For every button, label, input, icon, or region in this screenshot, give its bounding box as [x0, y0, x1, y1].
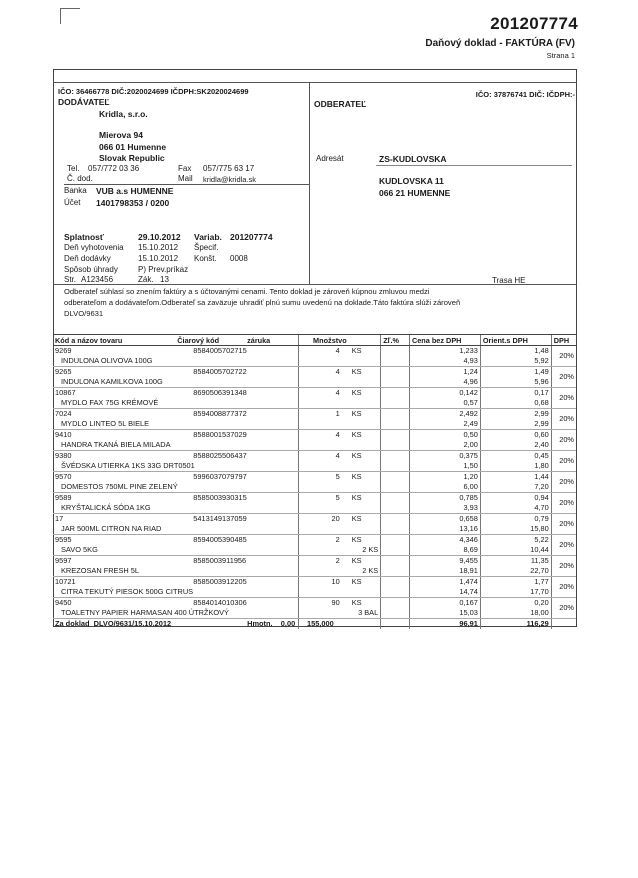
konst-label: Konšt. [194, 254, 217, 263]
price-total: 96,91 [409, 619, 480, 630]
supplier-name: Kridla, s.r.o. [99, 109, 148, 119]
item-code: 9450 [55, 598, 72, 607]
item-discount [381, 514, 410, 525]
item-barcode: 8585003911956 [193, 556, 247, 565]
zak-label: Zák. [138, 275, 154, 284]
table-total-row [53, 619, 576, 630]
scan-corner-mark [60, 8, 80, 9]
table-row [53, 493, 576, 504]
item-unit: KS [351, 598, 362, 607]
item-unit-price: 0,50 [409, 430, 480, 441]
item-total: 13,16 [409, 524, 480, 535]
item-qty: 2 [299, 535, 342, 546]
item-orient-unit: 0,20 [480, 598, 551, 609]
item-code: 9589 [55, 493, 72, 502]
table-row [53, 472, 576, 483]
item-unit-price: 0,167 [409, 598, 480, 609]
mail-value[interactable]: kridla@kridla.sk [203, 175, 257, 184]
item-qty-secondary [299, 419, 381, 430]
item-name: ŠVÉDSKA UTIERKA 1KS 33G DRT0501 [53, 461, 299, 472]
item-qty: 10 [299, 577, 342, 588]
account-label: Účet [64, 198, 81, 207]
item-qty-secondary [299, 398, 381, 409]
item-code: 9380 [55, 451, 72, 460]
item-orient-unit: 1,77 [480, 577, 551, 588]
item-discount [381, 472, 410, 483]
item-unit: KS [351, 577, 362, 586]
item-vat: 20% [551, 346, 576, 367]
item-total: 6,00 [409, 482, 480, 493]
item-unit-price: 1,24 [409, 367, 480, 378]
customer-ids: IČO: 37876741 DIČ: IČDPH:- [475, 90, 575, 99]
item-orient-unit: 11,35 [480, 556, 551, 567]
frame-top-double [53, 82, 577, 83]
item-discount [381, 493, 410, 504]
item-discount-2 [381, 608, 410, 619]
item-discount-2 [381, 377, 410, 388]
item-orient-total: 2,40 [480, 440, 551, 451]
fax-label: Fax [178, 164, 192, 173]
item-discount-2 [381, 398, 410, 409]
item-unit: KS [351, 493, 362, 502]
adresat-rule [376, 165, 572, 166]
item-unit: KS [351, 472, 362, 481]
item-orient-unit: 0,45 [480, 451, 551, 462]
note-line-3: DLVO/9631 [64, 309, 104, 318]
item-orient-total: 4,70 [480, 503, 551, 514]
item-unit-price: 1,233 [409, 346, 480, 357]
item-total: 18,91 [409, 566, 480, 577]
tel-value: 057/772 03 36 [88, 164, 140, 173]
item-name: MYDLO FAX 75G KRÉMOVÉ [53, 398, 299, 409]
item-orient-total: 1,80 [480, 461, 551, 472]
table-row [53, 598, 576, 609]
item-qty-secondary [299, 461, 381, 472]
table-header-row [53, 335, 576, 346]
item-total: 15,03 [409, 608, 480, 619]
table-row-detail [53, 482, 576, 493]
table-row [53, 388, 576, 399]
item-total: 4,93 [409, 356, 480, 367]
item-total: 2,49 [409, 419, 480, 430]
item-unit-price: 1,20 [409, 472, 480, 483]
splatnost-label: Splatnosť [64, 232, 104, 242]
col-header-warranty: záruka [245, 335, 298, 346]
document-title: Daňový doklad - FAKTÚRA (FV) [425, 38, 575, 49]
item-unit: KS [351, 556, 362, 565]
table-row [53, 556, 576, 567]
item-unit-price: 0,375 [409, 451, 480, 462]
item-orient-unit: 1,48 [480, 346, 551, 357]
item-orient-total: 15,80 [480, 524, 551, 535]
item-qty: 4 [299, 388, 342, 399]
item-name: KRYŠTALICKÁ SÓDA 1KG [53, 503, 299, 514]
item-code: 9570 [55, 472, 72, 481]
table-row-detail [53, 398, 576, 409]
item-discount-2 [381, 440, 410, 451]
item-name: INDULONA OLIVOVA 100G [53, 356, 299, 367]
item-orient-unit: 0,60 [480, 430, 551, 441]
item-unit-price: 0,658 [409, 514, 480, 525]
supplier-street: Mierova 94 [99, 130, 143, 140]
item-orient-unit: 0,94 [480, 493, 551, 504]
items-table [53, 334, 576, 629]
bank-value: VUB a.s HUMENNE [96, 186, 174, 196]
item-unit: KS [351, 535, 362, 544]
item-qty-secondary [299, 524, 381, 535]
table-row-detail [53, 503, 576, 514]
item-vat: 20% [551, 451, 576, 472]
item-code: 10867 [55, 388, 76, 397]
item-orient-unit: 2,99 [480, 409, 551, 420]
item-discount [381, 535, 410, 546]
specif-label: Špecif. [194, 243, 219, 252]
item-name: MYDLO LINTEO 5L BIELE [53, 419, 299, 430]
item-qty-secondary [299, 356, 381, 367]
item-unit-price: 1,474 [409, 577, 480, 588]
table-row-detail [53, 440, 576, 451]
col-header-orient: Orient.s DPH [480, 335, 551, 346]
item-total: 3,93 [409, 503, 480, 514]
item-qty: 2 [299, 556, 342, 567]
item-barcode: 8585003930315 [193, 493, 247, 502]
item-orient-total: 0,68 [480, 398, 551, 409]
total-label: Za doklad [55, 619, 90, 628]
table-row-detail [53, 461, 576, 472]
item-barcode: 5996037079797 [193, 472, 247, 481]
item-unit-price: 9,455 [409, 556, 480, 567]
konst-value: 0008 [230, 254, 248, 263]
item-discount-2 [381, 503, 410, 514]
tel-label: Tel. [67, 164, 80, 173]
supplier-heading: DODÁVATEĽ [58, 97, 110, 107]
item-barcode: 8588025506437 [193, 451, 247, 460]
item-orient-unit: 1,49 [480, 367, 551, 378]
col-header-name: Kód a názov tovaru [53, 335, 175, 346]
customer-city: 066 21 HUMENNE [379, 188, 451, 198]
item-unit-price: 0,785 [409, 493, 480, 504]
fax-value: 057/775 63 17 [203, 164, 255, 173]
item-barcode: 8584005702722 [193, 367, 247, 376]
table-row-detail [53, 419, 576, 430]
dodavky-label: Deň dodávky [64, 254, 111, 263]
item-discount [381, 388, 410, 399]
table-row [53, 409, 576, 420]
table-row [53, 514, 576, 525]
item-orient-total: 5,92 [480, 356, 551, 367]
item-name: SAVO 5KG [53, 545, 299, 556]
item-code: 9269 [55, 346, 72, 355]
item-code: 9265 [55, 367, 72, 376]
item-discount [381, 556, 410, 567]
item-name: DOMESTOS 750ML PINE ZELENÝ [53, 482, 299, 493]
contact-rule [64, 184, 309, 185]
table-row [53, 346, 576, 357]
item-vat: 20% [551, 388, 576, 409]
item-qty: 1 [299, 409, 342, 420]
item-vat: 20% [551, 556, 576, 577]
item-qty: 20 [299, 514, 342, 525]
item-qty-secondary: 2 KS [299, 566, 381, 577]
item-total: 2,00 [409, 440, 480, 451]
item-unit: KS [351, 388, 362, 397]
item-orient-total: 22,70 [480, 566, 551, 577]
weight-label: Hmotn. [247, 619, 273, 628]
customer-name: ZS-KUDLOVSKA [379, 154, 447, 164]
item-unit-price: 0,142 [409, 388, 480, 399]
item-unit: KS [351, 430, 362, 439]
item-vat: 20% [551, 535, 576, 556]
item-discount [381, 577, 410, 588]
item-total: 0,57 [409, 398, 480, 409]
item-barcode: 8588001537029 [193, 430, 247, 439]
str-value: A123456 [81, 275, 114, 284]
weight-cell [245, 619, 298, 630]
item-unit: KS [351, 346, 362, 355]
bank-label: Banka [64, 186, 87, 195]
zak-value: 13 [160, 275, 169, 284]
item-vat: 20% [551, 409, 576, 430]
vat-total-empty [551, 619, 576, 630]
item-qty-secondary: 2 KS [299, 545, 381, 556]
item-barcode: 5413149137059 [193, 514, 247, 523]
party-divider [309, 82, 310, 284]
table-row-detail [53, 377, 576, 388]
table-row [53, 430, 576, 441]
item-name: INDULONA KAMILKOVA 100G [53, 377, 299, 388]
item-vat: 20% [551, 367, 576, 388]
table-row [53, 535, 576, 546]
item-orient-unit: 0,17 [480, 388, 551, 399]
page-indicator: Strana 1 [546, 51, 575, 60]
table-row [53, 577, 576, 588]
item-code: 9595 [55, 535, 72, 544]
item-unit: KS [351, 409, 362, 418]
item-discount [381, 430, 410, 441]
item-qty: 4 [299, 451, 342, 462]
table-row-detail [53, 545, 576, 556]
account-value: 1401798353 / 0200 [96, 198, 170, 208]
splatnost-value: 29.10.2012 [138, 232, 181, 242]
col-header-discount: Zľ.% [381, 335, 410, 346]
col-header-price: Cena bez DPH [409, 335, 480, 346]
item-barcode: 8584005702715 [193, 346, 247, 355]
item-qty-secondary [299, 440, 381, 451]
adresat-label: Adresát [316, 154, 344, 163]
table-row-detail [53, 356, 576, 367]
item-total: 4,96 [409, 377, 480, 388]
item-code: 17 [55, 514, 64, 523]
item-orient-total: 5,96 [480, 377, 551, 388]
item-qty: 4 [299, 367, 342, 378]
item-barcode: 8690506391348 [193, 388, 247, 397]
item-discount [381, 346, 410, 357]
item-discount [381, 409, 410, 420]
item-orient-unit: 0,79 [480, 514, 551, 525]
item-orient-total: 17,70 [480, 587, 551, 598]
customer-heading: ODBERATEĽ [314, 99, 367, 109]
item-name: KREZOSAN FRESH 5L [53, 566, 299, 577]
invoice-number: 201207774 [490, 14, 578, 33]
item-discount-2 [381, 566, 410, 577]
item-unit-price: 2,492 [409, 409, 480, 420]
item-vat: 20% [551, 430, 576, 451]
variab-value: 201207774 [230, 232, 273, 242]
item-qty: 4 [299, 430, 342, 441]
discount-total-empty [381, 619, 410, 630]
item-name: TOALETNY PAPIER HARMASAN 400 ÚTRŽKOVÝ [53, 608, 299, 619]
col-header-barcode: Čiarový kód [175, 335, 245, 346]
item-discount-2 [381, 461, 410, 472]
item-orient-unit: 1,44 [480, 472, 551, 483]
total-ref-cell [53, 619, 245, 630]
item-qty-secondary [299, 377, 381, 388]
qty-total: 155,000 [299, 619, 381, 630]
item-qty-secondary: 3 BAL [299, 608, 381, 619]
item-discount [381, 598, 410, 609]
item-qty-secondary [299, 587, 381, 598]
item-qty: 5 [299, 493, 342, 504]
table-row-detail [53, 524, 576, 535]
item-qty: 90 [299, 598, 342, 609]
trasa-value: Trasa HE [492, 276, 526, 285]
supplier-country: Slovak Republic [99, 153, 165, 163]
item-discount-2 [381, 419, 410, 430]
item-code: 9410 [55, 430, 72, 439]
item-discount-2 [381, 587, 410, 598]
item-unit-price: 4,346 [409, 535, 480, 546]
item-vat: 20% [551, 598, 576, 619]
orient-total: 116,29 [480, 619, 551, 630]
mail-label: Mail [178, 174, 193, 183]
item-discount-2 [381, 545, 410, 556]
scan-corner-mark [60, 8, 61, 24]
item-discount-2 [381, 356, 410, 367]
note-line-1: Odberateľ súhlasí so znením faktúry a s účtovanými cenami. Tento doklad je zároveň kúpnou zmluvou medzi [64, 287, 430, 296]
note-line-2: odberateľom a dodávateľom.Odberateľ sa zaväzuje uhradiť plnú sumu uvedenú na doklade.Táto faktúra slúži zároveň [64, 298, 461, 307]
supplier-city: 066 01 Humenne [99, 142, 167, 152]
item-discount [381, 451, 410, 462]
item-total: 14,74 [409, 587, 480, 598]
item-name: JAR 500ML CITRON NA RIAD [53, 524, 299, 535]
item-orient-total: 2,99 [480, 419, 551, 430]
item-unit: KS [351, 514, 362, 523]
item-total: 1,50 [409, 461, 480, 472]
supplier-ids: IČO: 36466778 DIČ:2020024699 IČDPH:SK2020024699 [58, 87, 249, 96]
item-code: 9597 [55, 556, 72, 565]
item-discount-2 [381, 524, 410, 535]
vyhotovenia-label: Deň vyhotovenia [64, 243, 124, 252]
table-row [53, 367, 576, 378]
item-qty-secondary [299, 503, 381, 514]
item-discount-2 [381, 482, 410, 493]
customer-street: KUDLOVSKA 11 [379, 176, 444, 186]
dodavky-value: 15.10.2012 [138, 254, 179, 263]
item-discount [381, 367, 410, 378]
table-row [53, 451, 576, 462]
col-header-vat: DPH [551, 335, 576, 346]
item-orient-total: 10,44 [480, 545, 551, 556]
item-code: 10721 [55, 577, 76, 586]
item-orient-total: 7,20 [480, 482, 551, 493]
item-vat: 20% [551, 514, 576, 535]
item-name: HANDRA TKANÁ BIELA MILADA [53, 440, 299, 451]
item-unit: KS [351, 367, 362, 376]
table-row-detail [53, 566, 576, 577]
item-vat: 20% [551, 577, 576, 598]
item-vat: 20% [551, 493, 576, 514]
sposob-label: Spôsob úhrady [64, 265, 118, 274]
item-code: 7024 [55, 409, 72, 418]
col-header-qty: Množstvo [299, 335, 381, 346]
item-orient-unit: 5,22 [480, 535, 551, 546]
table-row-detail [53, 587, 576, 598]
item-qty: 4 [299, 346, 342, 357]
item-barcode: 8594005390485 [193, 535, 247, 544]
total-ref: DLVO/9631/15.10.2012 [93, 619, 172, 628]
item-vat: 20% [551, 472, 576, 493]
cdod-label: Č. dod. [67, 174, 93, 183]
table-row-detail [53, 608, 576, 619]
item-unit: KS [351, 451, 362, 460]
vyhotovenia-value: 15.10.2012 [138, 243, 179, 252]
item-total: 8,69 [409, 545, 480, 556]
item-barcode: 8585003912205 [193, 577, 247, 586]
sposob-value: P) Prev.príkaz [138, 265, 189, 274]
str-label: Str. [64, 275, 77, 284]
item-barcode: 8584014010306 [193, 598, 247, 607]
item-name: CITRA TEKUTÝ PIESOK 500G CITRUS [53, 587, 299, 598]
weight-value: 0,00 [280, 619, 296, 628]
item-qty-secondary [299, 482, 381, 493]
item-barcode: 8594008877372 [193, 409, 247, 418]
item-qty: 5 [299, 472, 342, 483]
item-orient-total: 18,00 [480, 608, 551, 619]
variab-label: Variab. [194, 232, 222, 242]
